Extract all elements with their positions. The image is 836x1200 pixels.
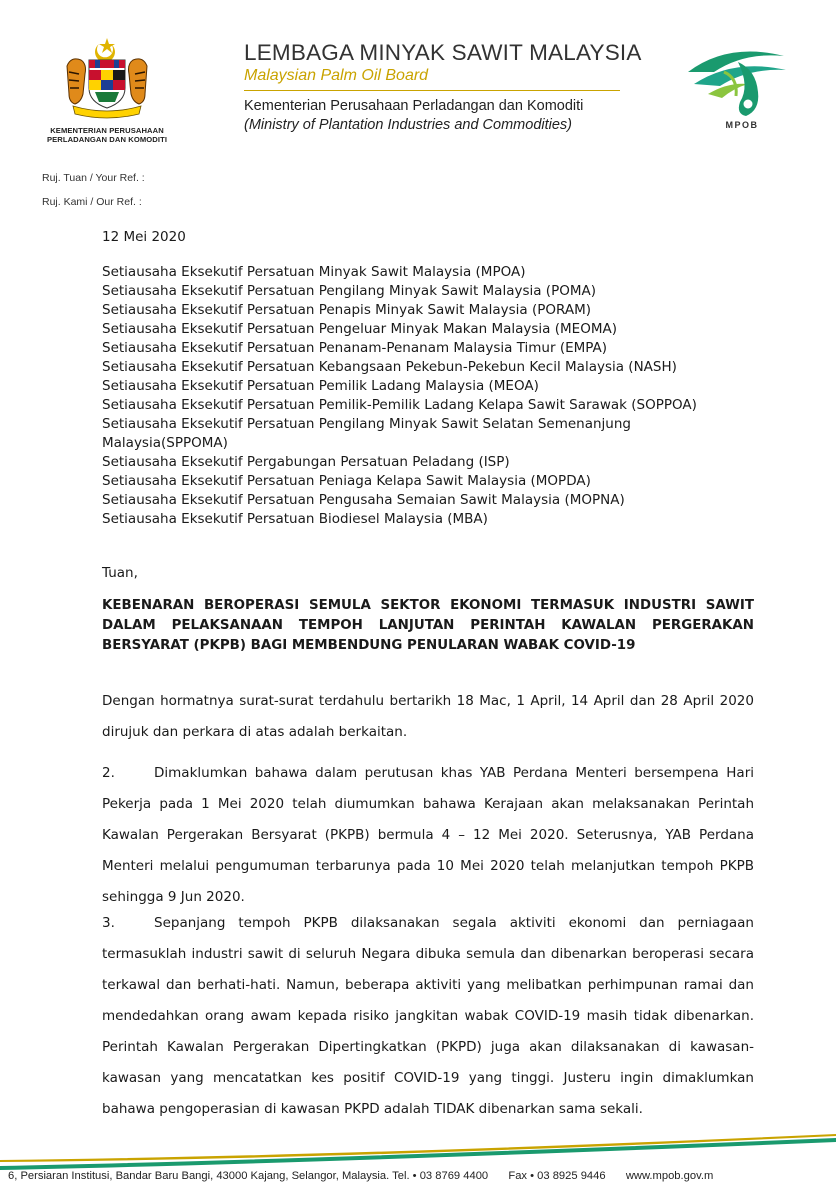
paragraph-2 — [102, 758, 754, 913]
organisation-name-english: Malaysian Palm Oil Board — [244, 67, 429, 84]
recipient-line: Setiausaha Eksekutif Persatuan Pemilik-Pemilik Ladang Kelapa Sawit Sarawak (SOPPOA) — [102, 397, 697, 413]
footer-website-link[interactable]: www.mpob.gov.m — [625, 1170, 714, 1182]
paragraph-1: Dengan hormatnya surat-surat terdahulu bertarikh 18 Mac, 1 April, 14 April dan 28 April 2020 dirujuk dan perkara di atas adalah berkaitan. — [102, 693, 754, 740]
crest-caption-line2: PERLADANGAN DAN KOMODITI — [46, 135, 168, 144]
recipient-line: Setiausaha Eksekutif Persatuan Penanam-Penanam Malaysia Timur (EMPA) — [102, 340, 608, 356]
paragraph-number: 2. — [102, 765, 115, 781]
paragraph-number: 3. — [102, 915, 115, 931]
salutation: Tuan, — [102, 565, 138, 581]
letter-date: 12 Mei 2020 — [102, 229, 186, 245]
footer-tel: • 03 8769 4400 — [412, 1170, 489, 1182]
recipient-line: Setiausaha Eksekutif Persatuan Biodiesel Malaysia (MBA) — [102, 511, 488, 527]
recipient-line: Setiausaha Eksekutif Persatuan Pengeluar Minyak Makan Malaysia (MEOMA) — [102, 321, 617, 337]
reference-block — [42, 166, 145, 214]
recipient-line: Setiausaha Eksekutif Persatuan Pengilang Minyak Sawit Selatan Semenanjung — [102, 416, 631, 432]
footer-fax-label: Fax — [508, 1170, 528, 1182]
recipient-line: Setiausaha Eksekutif Pergabungan Persatuan Peladang (ISP) — [102, 454, 510, 470]
recipient-line: Setiausaha Eksekutif Persatuan Kebangsaan Pekebun-Pekebun Kecil Malaysia (NASH) — [102, 359, 677, 375]
footer-tel-label: Tel. — [392, 1170, 410, 1182]
coat-of-arms — [42, 36, 172, 144]
recipient-line: Setiausaha Eksekutif Persatuan Minyak Sawit Malaysia (MPOA) — [102, 264, 526, 280]
recipient-line: Setiausaha Eksekutif Persatuan Pengusaha Semaian Sawit Malaysia (MOPNA) — [102, 492, 625, 508]
our-reference: Ruj. Kami / Our Ref. : — [42, 196, 142, 208]
your-reference: Ruj. Tuan / Your Ref. : — [42, 172, 145, 184]
header-divider — [244, 90, 620, 91]
letter-subject: KEBENARAN BEROPERASI SEMULA SEKTOR EKONOMI TERMASUK INDUSTRI SAWIT DALAM PELAKSANAAN TEMPOH LANJUTAN PERINTAH KAWALAN PERGERAKAN BERSYARAT (PKPB) BAGI MEMBENDUNG PENULARAN WABAK COVID-19 — [102, 598, 754, 653]
footer-decorative-band — [0, 1130, 836, 1170]
mpob-logo-text: MPOB — [725, 120, 759, 130]
organisation-header — [244, 40, 644, 135]
recipient-line: Setiausaha Eksekutif Persatuan Pemilik Ladang Malaysia (MEOA) — [102, 378, 539, 394]
palm-leaf-logo-icon — [684, 42, 792, 120]
coat-of-arms-icon — [59, 36, 155, 120]
recipient-list — [102, 263, 754, 529]
paragraph-2-text: Dimaklumkan bahawa dalam perutusan khas YAB Perdana Menteri bersempena Hari Pekerja pada 1 Mei 2020 telah diumumkan bahawa Kerajaan akan melaksanakan Perintah Kawalan Pergerakan Bersyarat (PKPB) bermula 4 – 12 Mei 2020. Seterusnya, YAB Perdana Menteri melalui pengumuman terbarunya pada 10 Mei 2020 telah melanjutkan tempoh PKPB sehingga 9 Jun 2020. — [102, 765, 754, 905]
crest-caption-line1: KEMENTERIAN PERUSAHAAN — [50, 126, 164, 135]
footer-contact — [8, 1170, 836, 1182]
recipient-line: Setiausaha Eksekutif Persatuan Pengilang Minyak Sawit Malaysia (POMA) — [102, 283, 596, 299]
footer-fax: • 03 8925 9446 — [530, 1170, 606, 1182]
recipient-line: Malaysia(SPPOMA) — [102, 435, 228, 451]
ministry-name: Kementerian Perusahaan Perladangan dan Komoditi — [244, 98, 584, 114]
organisation-name: LEMBAGA MINYAK SAWIT MALAYSIA — [244, 40, 642, 65]
paragraph-3-text: Sepanjang tempoh PKPB dilaksanakan segala aktiviti ekonomi dan perniagaan termasuklah industri sawit di seluruh Negara dibuka semula dan dibenarkan beroperasi secara terkawal dan berhati-hati. Namun, beberapa aktiviti yang melibatkan perhimpunan ramai dan mendedahkan orang awam kepada risiko jangkitan wabak COVID-19 masih tidak dibenarkan. Perintah Kawalan Pergerakan Dipertingkatkan (PKPD) juga akan dilaksanakan di kawasan-kawasan yang mencatatkan kes positif COVID-19 yang tinggi. Justeru ingin dimaklumkan bahawa pengoperasian di kawasan PKPD adalah TIDAK dibenarkan sama sekali. — [102, 915, 754, 1117]
footer-address: 6, Persiaran Institusi, Bandar Baru Bangi, 43000 Kajang, Selangor, Malaysia. — [8, 1170, 390, 1182]
mpob-logo — [684, 42, 792, 130]
paragraph-3 — [102, 908, 754, 1125]
recipient-line: Setiausaha Eksekutif Persatuan Peniaga Kelapa Sawit Malaysia (MOPDA) — [102, 473, 591, 489]
recipient-line: Setiausaha Eksekutif Persatuan Penapis Minyak Sawit Malaysia (PORAM) — [102, 302, 591, 318]
ministry-name-english: (Ministry of Plantation Industries and Commodities) — [244, 117, 572, 133]
